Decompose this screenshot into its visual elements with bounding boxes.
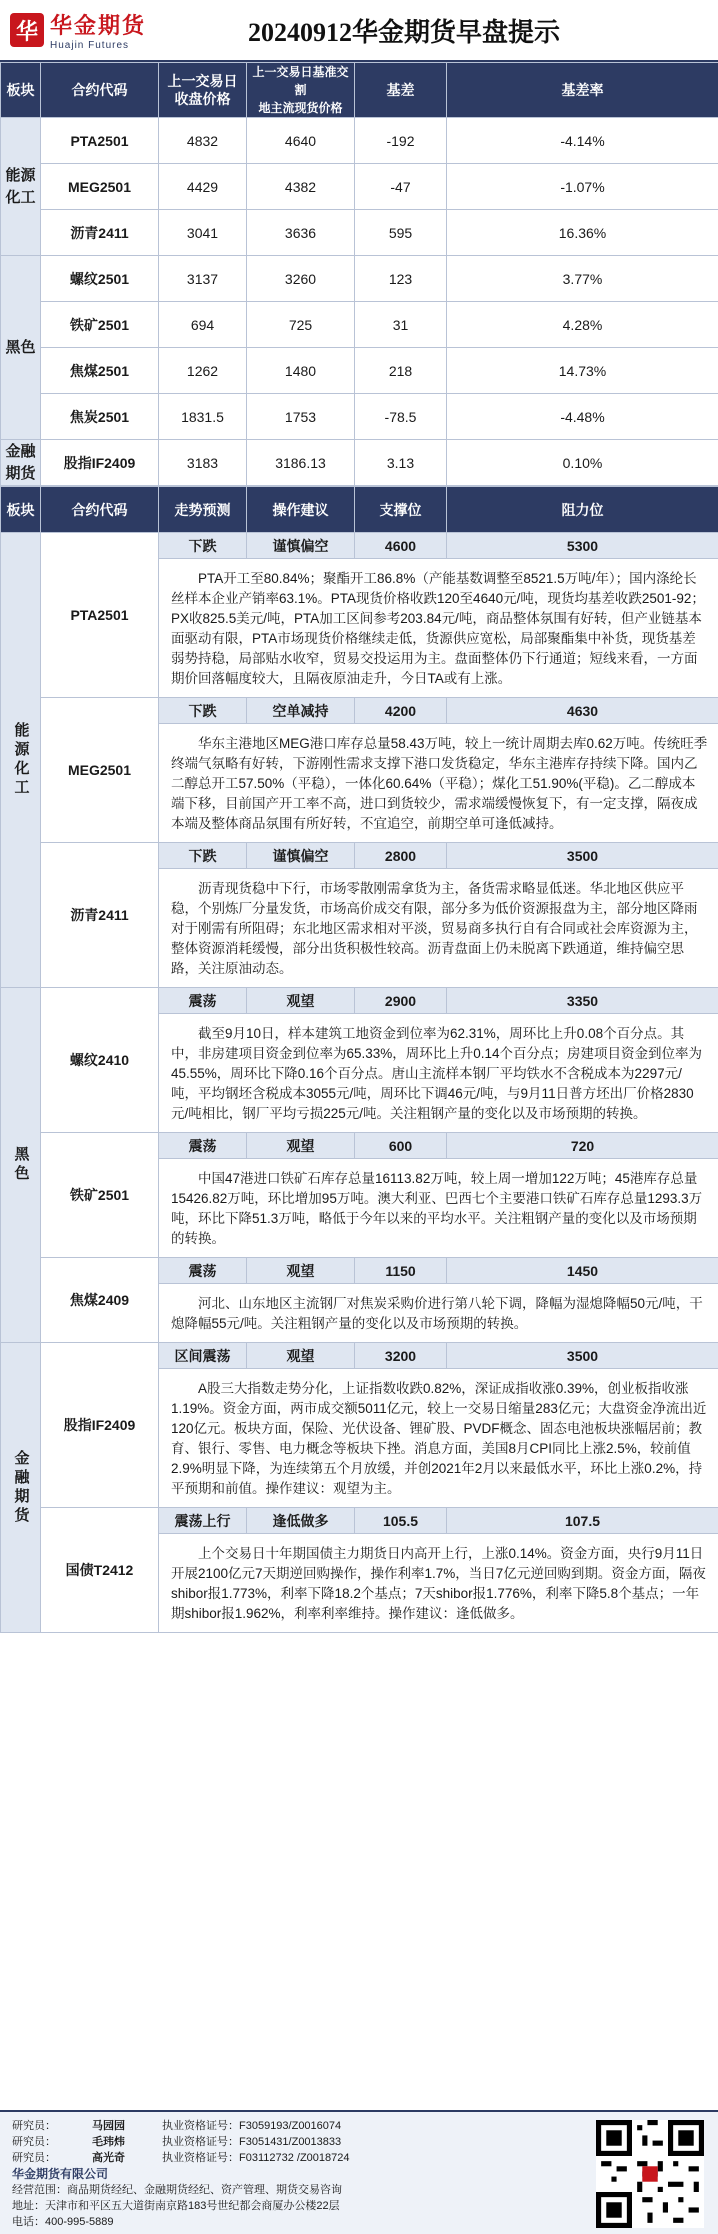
- close-cell: 694: [159, 302, 247, 348]
- trend-cell: 震荡: [159, 1258, 247, 1284]
- resistance-cell: 5300: [447, 533, 718, 559]
- logo-icon: 华: [10, 13, 44, 47]
- support-cell: 1150: [355, 1258, 447, 1284]
- code-cell: 股指IF2409: [41, 1343, 159, 1508]
- researcher-label: 研究员：: [12, 2136, 56, 2148]
- close-cell: 3041: [159, 210, 247, 256]
- col-trend: 走势预测: [159, 487, 247, 533]
- resistance-cell: 3350: [447, 988, 718, 1014]
- basis-rate-cell: -4.48%: [447, 394, 718, 440]
- sector-cell: [1, 1343, 41, 1633]
- researcher-name: 毛玮炜: [92, 2136, 125, 2148]
- code-cell: MEG2501: [41, 164, 159, 210]
- strategy-table: [0, 486, 718, 1633]
- support-cell: 4600: [355, 533, 447, 559]
- commentary-text: 河北、山东地区主流钢厂对焦炭采购价进行第八轮下调，降幅为湿熄降幅50元/吨，干熄降幅55元/吨。关注粗钢产量的变化以及市场预期的转换。: [159, 1284, 718, 1343]
- basis-cell: 31: [355, 302, 447, 348]
- code-cell: 焦炭2501: [41, 394, 159, 440]
- col-spot: 上一交易日基准交割 地主流现货价格: [247, 63, 355, 118]
- researcher-name: 高光奇: [92, 2152, 125, 2164]
- close-cell: 4429: [159, 164, 247, 210]
- code-cell: 国债T2412: [41, 1508, 159, 1633]
- trend-cell: 区间震荡: [159, 1343, 247, 1369]
- col-support: 支撑位: [355, 487, 447, 533]
- researcher-label: 研究员：: [12, 2120, 56, 2132]
- commentary-text: 截至9月10日，样本建筑工地资金到位率为62.31%，周环比上升0.08个百分点。其中，非房建项目资金到位率为65.33%，周环比上升0.14个百分点；房建项目资金到位率为45.55%，周环比下降0.16个百分点。唐山主流样本钢厂平均铁水不含税成本为2297元/吨，平均钢坯含税成本3055元/吨，周环比下调46元/吨，与9月11日普方坯出厂价格2830元/吨相比，钢厂平均亏损225元/吨。关注粗钢产量的变化以及市场预期的转换。: [159, 1014, 718, 1133]
- strategy-row: [1, 1133, 718, 1159]
- basis-rate-cell: 14.73%: [447, 348, 718, 394]
- basis-cell: 3.13: [355, 440, 447, 486]
- code-cell: PTA2501: [41, 533, 159, 698]
- resistance-cell: 720: [447, 1133, 718, 1159]
- code-cell: PTA2501: [41, 118, 159, 164]
- commentary-text: 中国47港进口铁矿石库存总量16113.82万吨，较上周一增加122万吨；45港库存总量15426.82万吨，环比增加95万吨。澳大利亚、巴西七个主要港口铁矿石库存总量1293.3万吨，环比下降51.3万吨，略低于今年以来的平均水平。关注粗钢产量的变化以及市场预期的转换。: [159, 1159, 718, 1258]
- support-cell: 2800: [355, 843, 447, 869]
- commentary-text: 华东主港地区MEG港口库存总量58.43万吨，较上一统计周期去库0.62万吨。传统旺季终端气氛略有好转，下游刚性需求支撑下港口发货稳定，华东主港库存持续下降。国内乙二醇总开工57.50%（平稳），一体化60.64%（平稳）；煤化工51.90%(平稳)。乙二醇成本端下移，目前国产开工率不高，进口到货较少，需求端缓慢恢复下，有一定支撑，隔夜成本端及整体商品氛围有所好转，不宜追空，前期空单可逢低减持。: [159, 724, 718, 843]
- basis-table-header: [1, 63, 718, 118]
- resistance-cell: 1450: [447, 1258, 718, 1284]
- col-resistance: 阻力位: [447, 487, 718, 533]
- col-basis: 基差: [355, 63, 447, 118]
- commentary-text: 沥青现货稳中下行，市场零散刚需拿货为主，备货需求略显低迷。华北地区供应平稳，个别炼厂分量发货，市场高价成交有限，部分多为低价资源报盘为主，部分地区降雨对于刚需有所阻碍；东北地区需求相对平淡，贸易商多执行自有合同或社会库资源为主，整体资源消耗缓慢，部分出货积极性较高。沥青盘面上仍未脱离下跌通道，维持偏空思路，关注原油动态。: [159, 869, 718, 988]
- basis-row: [1, 210, 718, 256]
- sector-cell: [1, 988, 41, 1343]
- basis-table: [0, 62, 718, 486]
- col-sector: 板块: [1, 63, 41, 118]
- spot-cell: 3186.13: [247, 440, 355, 486]
- code-cell: 焦煤2409: [41, 1258, 159, 1343]
- commentary-text: A股三大指数走势分化，上证指数收跌0.82%，深证成指收涨0.39%，创业板指收涨1.19%。资金方面，两市成交额5011亿元，较上一交易日缩量283亿元；大盘资金净流出近120亿元。板块方面，保险、光伏设备、锂矿股、PVDF概念、固态电池板块涨幅居前；教育、银行、零售、电力概念等板块下挫。消息方面，美国8月CPI同比上涨2.5%，较前值2.9%明显下降，为连续第五个月放缓，并创2021年2月以来最低水平，环比上涨0.2%，持平预期和前值。操作建议：观望为主。: [159, 1369, 718, 1508]
- qr-code-icon: [596, 2120, 704, 2228]
- spot-cell: 3636: [247, 210, 355, 256]
- advice-cell: 逢低做多: [247, 1508, 355, 1534]
- basis-row: [1, 118, 718, 164]
- strategy-row: [1, 698, 718, 724]
- support-cell: 2900: [355, 988, 447, 1014]
- spot-cell: 4640: [247, 118, 355, 164]
- spot-cell: 4382: [247, 164, 355, 210]
- code-cell: 铁矿2501: [41, 1133, 159, 1258]
- basis-cell: 595: [355, 210, 447, 256]
- code-cell: 铁矿2501: [41, 302, 159, 348]
- basis-row: [1, 348, 718, 394]
- trend-cell: 下跌: [159, 698, 247, 724]
- sector-cell: 黑色: [1, 256, 41, 440]
- strategy-row: [1, 533, 718, 559]
- basis-row: [1, 440, 718, 486]
- researcher-label: 研究员：: [12, 2152, 56, 2164]
- advice-cell: 谨慎偏空: [247, 843, 355, 869]
- code-cell: MEG2501: [41, 698, 159, 843]
- code-cell: 沥青2411: [41, 210, 159, 256]
- basis-cell: -47: [355, 164, 447, 210]
- basis-rate-cell: 3.77%: [447, 256, 718, 302]
- commentary-text: 上个交易日十年期国债主力期货日内高开上行，上涨0.14%。资金方面，央行9月11日开展2100亿元7天期逆回购操作，操作利率1.7%，当日7亿元逆回购到期。资金方面，隔夜shibor报1.773%，利率下降18.2个基点；7天shibor报1.776%，利率下降5.8个基点；一年期shibor报1.962%，利率利率维持。操作建议：逢低做多。: [159, 1534, 718, 1633]
- basis-row: [1, 164, 718, 210]
- basis-cell: -78.5: [355, 394, 447, 440]
- address: 地址：天津市和平区五大道街南京路183号世纪都会商厦办公楼22层: [12, 2200, 340, 2212]
- sector-label: 黑色: [12, 1146, 30, 1184]
- researcher-cert: 执业资格证号：F3051431/Z0013833: [162, 2136, 342, 2148]
- strategy-row: [1, 1343, 718, 1369]
- page-title: 20240912华金期货早盘提示: [247, 17, 560, 47]
- spot-cell: 725: [247, 302, 355, 348]
- support-cell: 4200: [355, 698, 447, 724]
- basis-cell: 123: [355, 256, 447, 302]
- close-cell: 1831.5: [159, 394, 247, 440]
- basis-row: [1, 256, 718, 302]
- sector-label: 能源化工: [12, 722, 30, 798]
- support-cell: 105.5: [355, 1508, 447, 1534]
- code-cell: 焦煤2501: [41, 348, 159, 394]
- trend-cell: 下跌: [159, 533, 247, 559]
- advice-cell: 观望: [247, 1258, 355, 1284]
- strategy-row: [1, 1508, 718, 1534]
- logo-cn: 华金期货: [50, 13, 147, 38]
- trend-cell: 震荡: [159, 988, 247, 1014]
- basis-cell: 218: [355, 348, 447, 394]
- basis-rate-cell: 4.28%: [447, 302, 718, 348]
- sector-cell: [1, 533, 41, 988]
- strategy-row: [1, 843, 718, 869]
- basis-row: [1, 302, 718, 348]
- code-cell: 股指IF2409: [41, 440, 159, 486]
- basis-rate-cell: -4.14%: [447, 118, 718, 164]
- trend-cell: 震荡: [159, 1133, 247, 1159]
- trend-cell: 震荡上行: [159, 1508, 247, 1534]
- researcher-cert: 执业资格证号：F3059193/Z0016074: [162, 2120, 342, 2132]
- resistance-cell: 107.5: [447, 1508, 718, 1534]
- close-cell: 3137: [159, 256, 247, 302]
- spot-cell: 3260: [247, 256, 355, 302]
- logo: [10, 9, 160, 51]
- close-cell: 4832: [159, 118, 247, 164]
- advice-cell: 观望: [247, 1133, 355, 1159]
- basis-rate-cell: -1.07%: [447, 164, 718, 210]
- sector-cell: 能源 化工: [1, 118, 41, 256]
- advice-cell: 观望: [247, 1343, 355, 1369]
- code-cell: 螺纹2501: [41, 256, 159, 302]
- footer: [0, 2110, 718, 2234]
- code-cell: 沥青2411: [41, 843, 159, 988]
- code-cell: 螺纹2410: [41, 988, 159, 1133]
- business-scope: 经营范围：商品期货经纪、金融期货经纪、资产管理、期货交易咨询: [12, 2184, 342, 2196]
- researcher-cert: 执业资格证号：F03112732 /Z0018724: [162, 2152, 350, 2164]
- basis-cell: -192: [355, 118, 447, 164]
- strategy-row: [1, 988, 718, 1014]
- sector-label: 金融期货: [12, 1449, 30, 1526]
- header: [0, 0, 718, 62]
- col-code: 合约代码: [41, 487, 159, 533]
- advice-cell: 谨慎偏空: [247, 533, 355, 559]
- col-code: 合约代码: [41, 63, 159, 118]
- resistance-cell: 3500: [447, 1343, 718, 1369]
- resistance-cell: 3500: [447, 843, 718, 869]
- sector-cell: 金融 期货: [1, 440, 41, 486]
- strategy-row: [1, 1258, 718, 1284]
- basis-row: [1, 394, 718, 440]
- col-basis-rate: 基差率: [447, 63, 718, 118]
- phone: 电话：400-995-5889: [12, 2216, 114, 2228]
- company-name: 华金期货有限公司: [12, 2167, 109, 2181]
- basis-rate-cell: 16.36%: [447, 210, 718, 256]
- researcher-name: 马园园: [92, 2120, 125, 2132]
- strategy-table-header: [1, 487, 718, 533]
- col-close: 上一交易日 收盘价格: [159, 63, 247, 118]
- commentary-text: PTA开工至80.84%；聚酯开工86.8%（产能基数调整至8521.5万吨/年）；国内涤纶长丝样本企业产销率63.1%。PTA现货价格收跌120至4640元/吨，现货均基差收跌2501-92；PX收825.5美元/吨，PTA加工区间参考203.84元/吨，商品整体氛围有好转，但产业链基本面驱动有限，PTA市场现货价格继续走低，货源供应宽松，局部聚酯集中补货，现货基差弱势持稳，局部贴水收窄，贸易交投运用为主。盘面整体仍下行通道；短线来看，一方面期价回落幅度较大，且隔夜原油走升，今日TA或有上涨。: [159, 559, 718, 698]
- basis-rate-cell: 0.10%: [447, 440, 718, 486]
- close-cell: 1262: [159, 348, 247, 394]
- support-cell: 600: [355, 1133, 447, 1159]
- col-advice: 操作建议: [247, 487, 355, 533]
- spot-cell: 1480: [247, 348, 355, 394]
- advice-cell: 观望: [247, 988, 355, 1014]
- spot-cell: 1753: [247, 394, 355, 440]
- advice-cell: 空单减持: [247, 698, 355, 724]
- trend-cell: 下跌: [159, 843, 247, 869]
- close-cell: 3183: [159, 440, 247, 486]
- logo-en: Huajin Futures: [50, 40, 130, 51]
- support-cell: 3200: [355, 1343, 447, 1369]
- resistance-cell: 4630: [447, 698, 718, 724]
- col-sector: 板块: [1, 487, 41, 533]
